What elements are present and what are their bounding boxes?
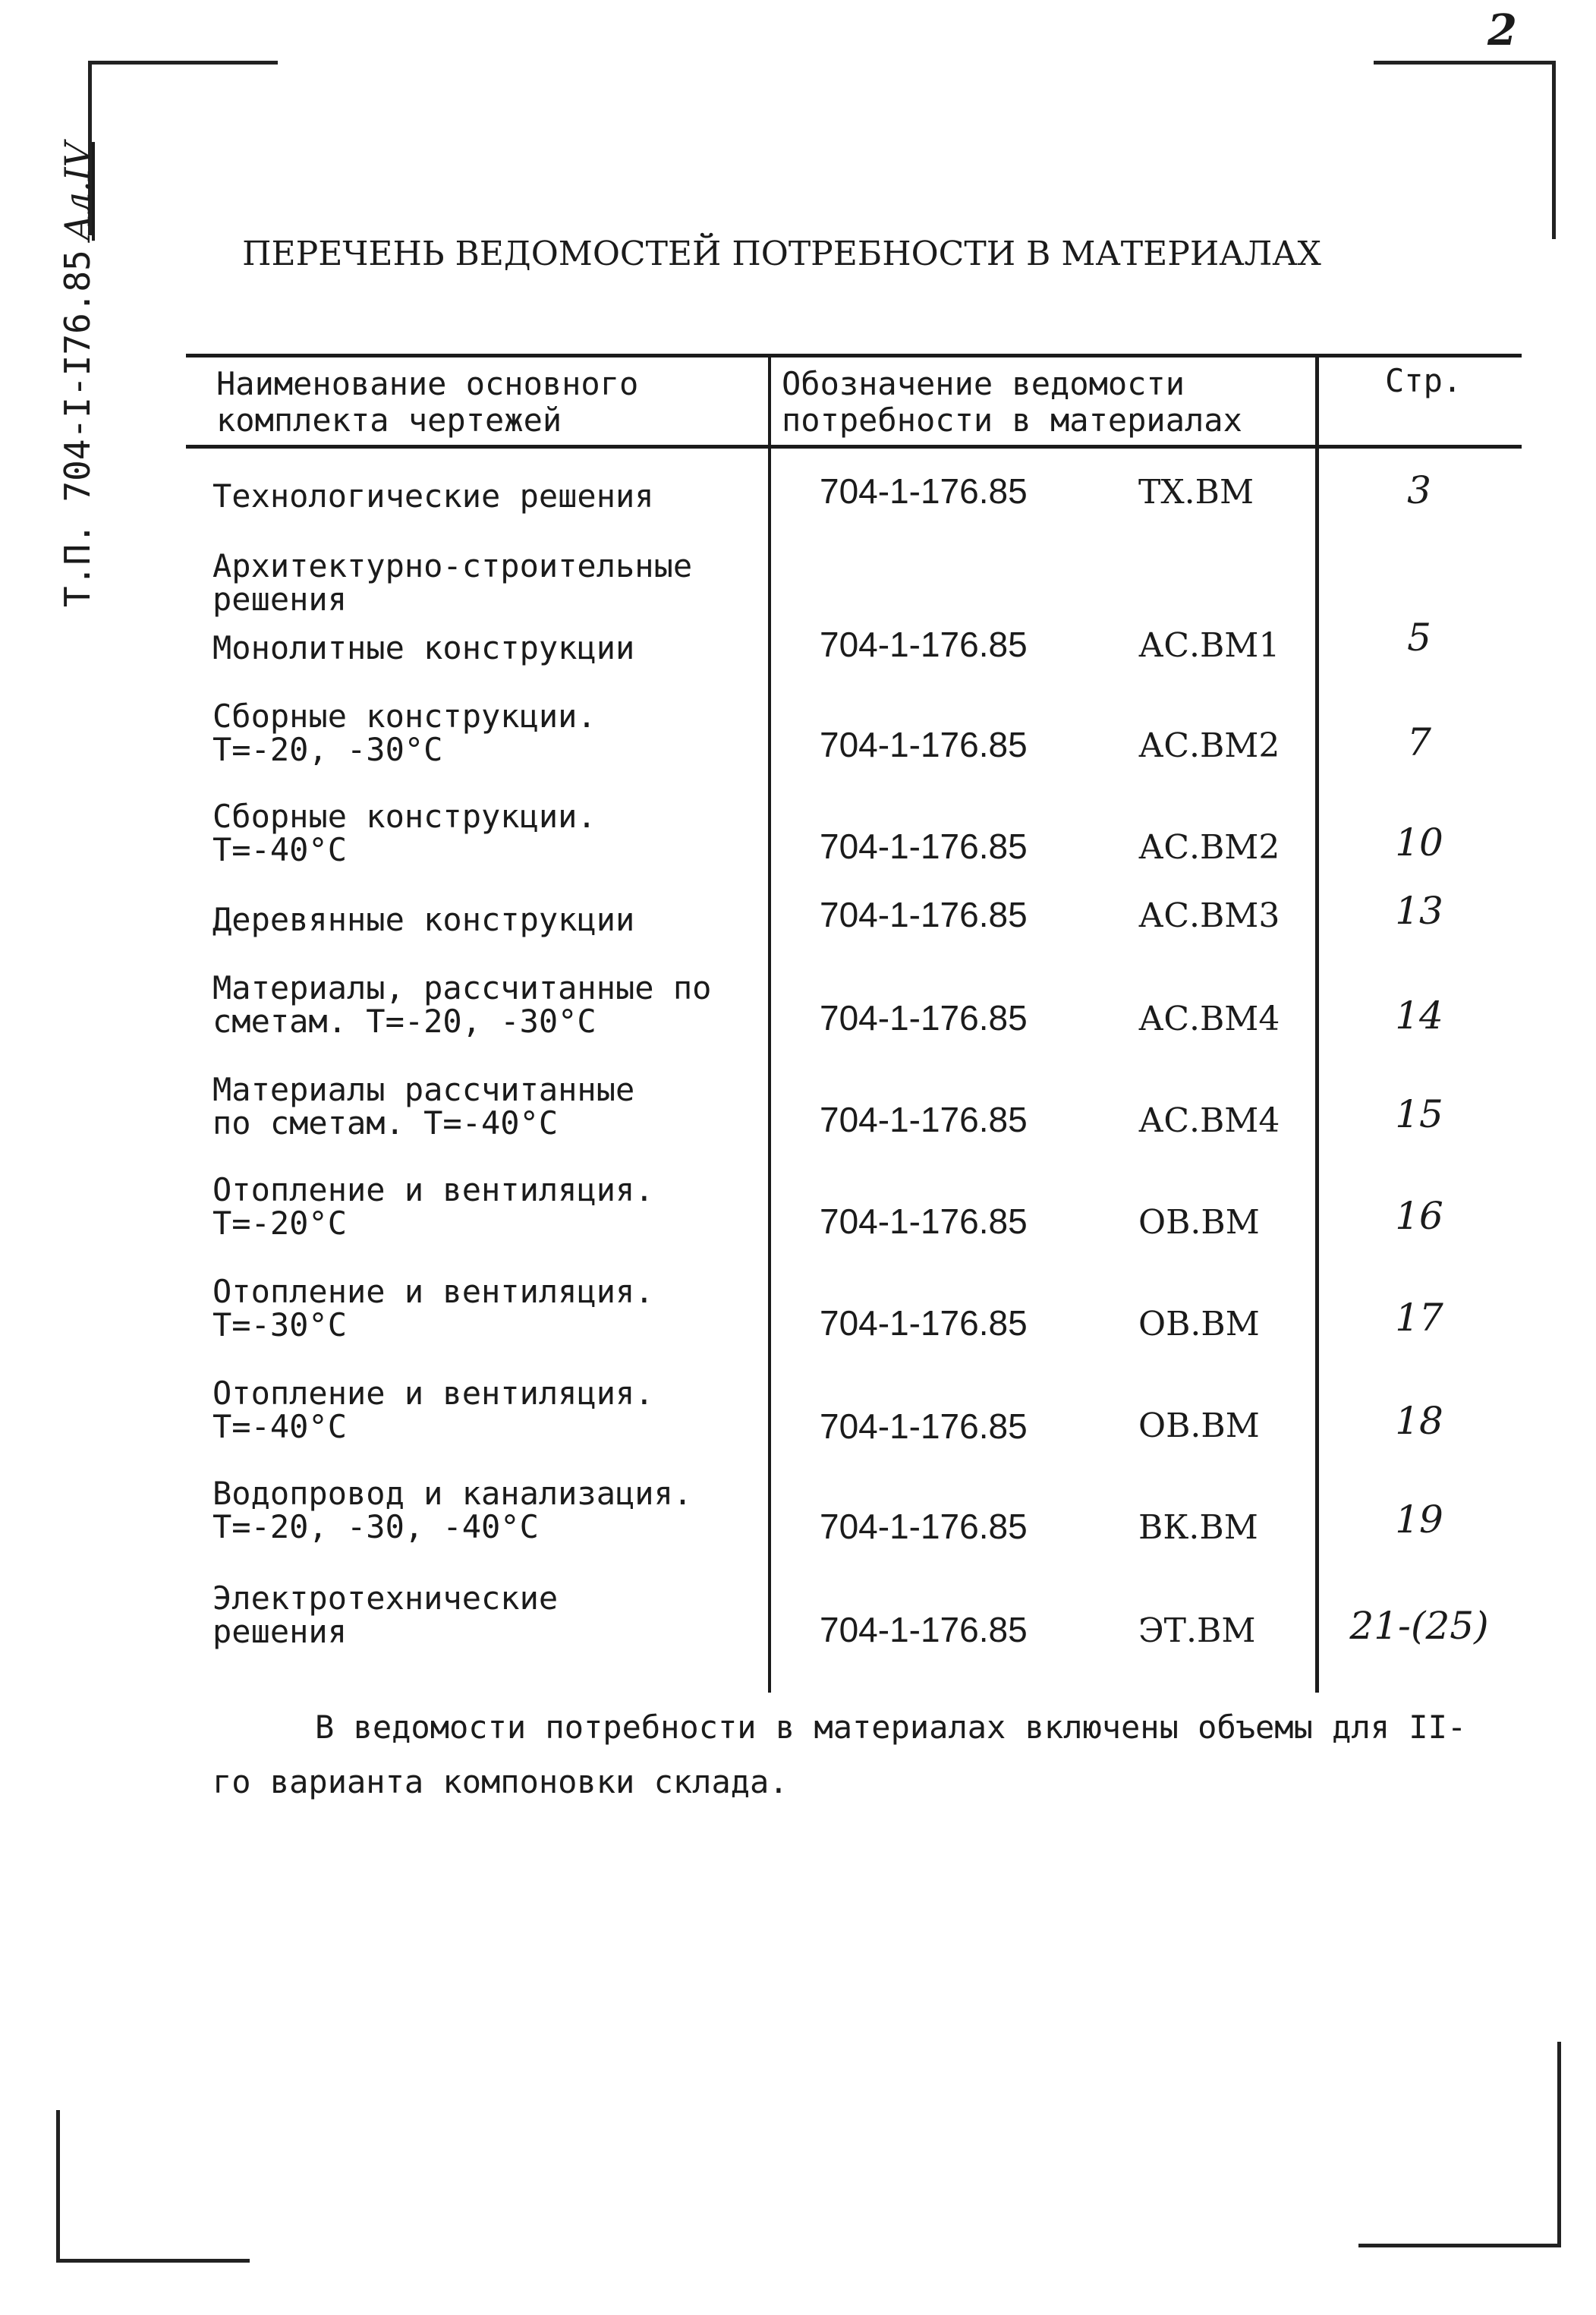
- row-designation: ТХ.ВМ: [1138, 473, 1254, 512]
- row-name: Деревянные конструкции: [212, 901, 635, 938]
- row-name: Отопление и вентиляция. Т=-30°С: [212, 1273, 654, 1343]
- row-code: 704-1-176.85: [820, 998, 1028, 1038]
- row-designation: ОВ.ВМ: [1138, 1305, 1260, 1343]
- row-designation: АС.ВМ4: [1138, 1000, 1280, 1038]
- row-name: Технологические решения: [212, 477, 654, 515]
- row-page: 7: [1407, 720, 1431, 764]
- row-name: Материалы рассчитанные по сметам. Т=-40°С: [212, 1071, 635, 1142]
- row-code: 704-1-176.85: [820, 1406, 1028, 1446]
- table-column-divider-1: [768, 354, 771, 1693]
- row-page: 3: [1407, 468, 1431, 512]
- note-paragraph: В ведомости потребности в материалах включены объемы для II-го варианта компоновки склада.: [212, 1709, 1467, 1800]
- row-page: 18: [1395, 1399, 1443, 1443]
- stamp-designation: Т.П. 704-I-I76.85: [57, 250, 98, 607]
- designation-stamp: [55, 142, 100, 607]
- row-page: 10: [1395, 820, 1443, 865]
- row-code: 704-1-176.85: [820, 1507, 1028, 1546]
- row-code: 704-1-176.85: [820, 827, 1028, 866]
- row-page: 14: [1395, 994, 1443, 1038]
- row-name: Сборные конструкции. Т=-20, -30°С: [212, 698, 597, 768]
- row-code: 704-1-176.85: [820, 895, 1028, 934]
- row-designation: АС.ВМ4: [1138, 1101, 1280, 1140]
- row-page: 15: [1395, 1092, 1443, 1136]
- header-page: Стр.: [1385, 362, 1462, 399]
- row-code: 704-1-176.85: [820, 725, 1028, 764]
- page-title: ПЕРЕЧЕНЬ ВЕДОМОСТЕЙ ПОТРЕБНОСТИ В МАТЕРИАЛАХ: [242, 235, 1321, 273]
- row-code: 704-1-176.85: [820, 1100, 1028, 1139]
- row-page: 17: [1395, 1296, 1443, 1340]
- row-page: 13: [1395, 889, 1443, 933]
- row-name: Сборные конструкции. Т=-40°С: [212, 798, 597, 868]
- row-designation: ЭТ.ВМ: [1138, 1611, 1256, 1650]
- row-code: 704-1-176.85: [820, 1610, 1028, 1649]
- row-name: Монолитные конструкции: [212, 629, 635, 666]
- table-header-rule: [186, 445, 1522, 449]
- row-name: Материалы, рассчитанные по сметам. Т=-20, -30°С: [212, 969, 712, 1040]
- row-name: Отопление и вентиляция. Т=-40°С: [212, 1375, 654, 1445]
- header-designation: Обозначение ведомости потребности в материалах: [782, 365, 1242, 439]
- row-designation: АС.ВМ3: [1138, 896, 1280, 935]
- row-designation: ОВ.ВМ: [1138, 1406, 1260, 1445]
- row-code: 704-1-176.85: [820, 1202, 1028, 1241]
- table-top-rule: [186, 354, 1522, 357]
- row-name: Водопровод и канализация. Т=-20, -30, -40°С: [212, 1475, 693, 1545]
- row-code: 704-1-176.85: [820, 625, 1028, 664]
- row-designation: ВК.ВМ: [1138, 1508, 1258, 1547]
- row-code: 704-1-176.85: [820, 471, 1028, 511]
- row-code: 704-1-176.85: [820, 1303, 1028, 1343]
- row-name: Отопление и вентиляция. Т=-20°С: [212, 1171, 654, 1242]
- row-page: 5: [1407, 616, 1431, 660]
- page-number: 2: [1487, 5, 1517, 55]
- row-designation: АС.ВМ2: [1138, 828, 1280, 867]
- row-designation: АС.ВМ1: [1138, 626, 1280, 665]
- stamp-sheet: Ал.IV: [57, 142, 98, 241]
- row-designation: АС.ВМ2: [1138, 726, 1280, 765]
- row-name: Архитектурно-строительные решения: [212, 547, 693, 618]
- row-page: 21-(25): [1349, 1604, 1489, 1648]
- row-page: 19: [1395, 1498, 1443, 1542]
- row-designation: ОВ.ВМ: [1138, 1203, 1260, 1242]
- row-name: Электротехнические решения: [212, 1580, 559, 1650]
- row-page: 16: [1395, 1194, 1443, 1238]
- header-name: Наименование основного комплекта чертежей: [216, 365, 639, 439]
